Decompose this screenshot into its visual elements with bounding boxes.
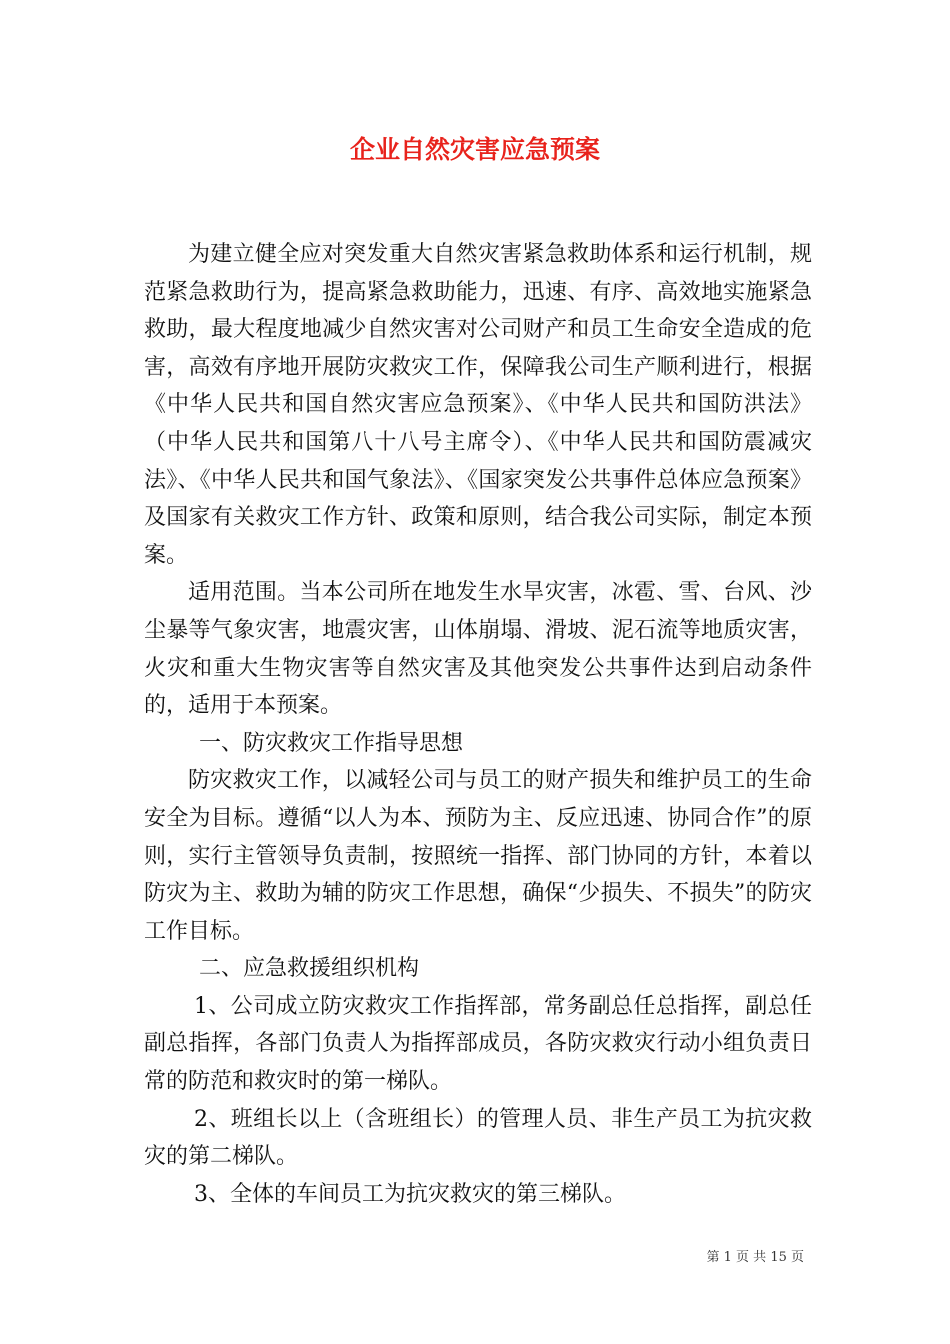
organization-item-3: 3、全体的车间员工为抗灾救灾的第三梯队。 xyxy=(194,1181,626,1207)
organization-item-1: 1、公司成立防灾救灾工作指挥部，常务副总任总指挥，副总任副总指挥，各部门负责人为指挥部成员，各防灾救灾行动小组负责日常的防范和救灾时的第一梯队。 xyxy=(144,993,812,1095)
document-title: 企业自然灾害应急预案 xyxy=(349,135,600,164)
page-number-footer: 第 1 页 共 15 页 xyxy=(706,1250,804,1265)
guiding-principles-paragraph: 防灾救灾工作，以减轻公司与员工的财产损失和维护员工的生命安全为目标。遵循“以人为本、预防为主、反应迅速、协同合作”的原则，实行主管领导负责制，按照统一指挥、部门协同的方针，本着以防灾为主、救助为辅的防灾工作思想，确保“少损失、不损失”的防灾工作目标。 xyxy=(144,768,812,944)
section-heading-guiding-principles: 一、防灾救灾工作指导思想 xyxy=(199,730,464,756)
organization-item-2: 2、班组长以上（含班组长）的管理人员、非生产员工为抗灾救灾的第二梯队。 xyxy=(144,1106,812,1170)
section-heading-organization: 二、应急救援组织机构 xyxy=(199,956,420,982)
scope-paragraph: 适用范围。当本公司所在地发生水旱灾害，冰雹、雪、台风、沙尘暴等气象灾害，地震灾害，山体崩塌、滑坡、泥石流等地质灾害，火灾和重大生物灾害等自然灾害及其他突发公共事件达到启动条件的，适用于本预案。 xyxy=(144,580,812,719)
intro-paragraph: 为建立健全应对突发重大自然灾害紧急救助体系和运行机制，规范紧急救助行为，提高紧急救助能力，迅速、有序、高效地实施紧急救助，最大程度地减少自然灾害对公司财产和员工生命安全造成的危害，高效有序地开展防灾救灾工作，保障我公司生产顺利进行，根据《中华人民共和国自然灾害应急预案》、《中华人民共和国防洪法》（中华人民共和国第八十八号主席令）、《中华人民共和国防震减灾法》、《中华人民共和国气象法》、《国家突发公共事件总体应急预案》及国家有关救灾工作方针、政策和原则，结合我公司实际，制定本预案。 xyxy=(144,242,812,568)
document-body xyxy=(144,236,812,1213)
